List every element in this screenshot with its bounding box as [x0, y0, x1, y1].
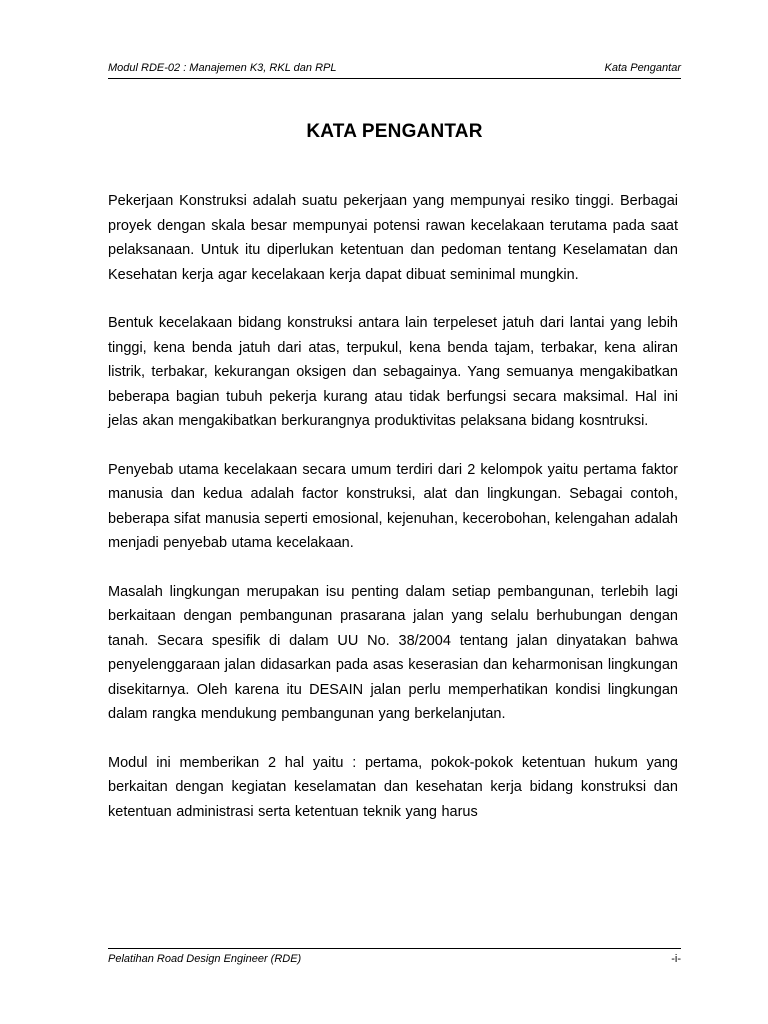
page-number: -i-	[671, 953, 681, 965]
paragraph-3: Penyebab utama kecelakaan secara umum terdiri dari 2 kelompok yaitu pertama faktor manusia dan kedua adalah factor konstruksi, alat dan lingkungan. Sebagai contoh, beberapa sifat manusia seperti emosional, kejenuhan, kecerobohan, kelengahan adalah menjadi penyebab utama kecelakaan.	[108, 461, 678, 551]
page-title: KATA PENGANTAR	[306, 121, 483, 142]
header-section-title: Kata Pengantar	[604, 62, 681, 74]
paragraph-1: Pekerjaan Konstruksi adalah suatu pekerjaan yang mempunyai resiko tinggi. Berbagai proyek dengan skala besar mempunyai potensi rawan kecelakaan terutama pada saat pelaksanaan. Untuk itu diperlukan ketentuan dan pedoman tentang Keselamatan dan Kesehatan kerja agar kecelakaan kerja dapat dibuat seminimal mungkin.	[108, 193, 678, 283]
footer-course-title: Pelatihan Road Design Engineer (RDE)	[108, 953, 302, 965]
running-header	[108, 60, 681, 79]
paragraph-2: Bentuk kecelakaan bidang konstruksi antara lain terpeleset jatuh dari lantai yang lebih tinggi, kena benda jatuh dari atas, terpukul, kena benda tajam, terbakar, kena aliran listrik, terbakar, kekurangan oksigen dan sebagainya. Yang semuanya mengakibatkan beberapa bagian tubuh pekerja kurang atau tidak berfungsi secara maksimal. Hal ini jelas akan mengakibatkan berkurangnya produktivitas pelaksana bidang kosntruksi.	[108, 315, 678, 429]
running-footer	[108, 948, 681, 965]
paragraph-4: Masalah lingkungan merupakan isu penting dalam setiap pembangunan, terlebih lagi berkaitaan dengan pembangunan prasarana jalan yang selalu berhubungan dengan tanah. Secara spesifik di dalam UU No. 38/2004 tentang jalan dinyatakan bahwa penyelenggaraan jalan didasarkan pada asas keserasian dan keharmonisan lingkungan disekitarnya. Oleh karena itu DESAIN jalan perlu memperhatikan kondisi lingkungan dalam rangka mendukung pembangunan yang berkelanjutan.	[108, 583, 678, 722]
header-module-title: Modul RDE-02 : Manajemen K3, RKL dan RPL	[108, 62, 337, 74]
body-text	[108, 189, 678, 848]
paragraph-5: Modul ini memberikan 2 hal yaitu : pertama, pokok-pokok ketentuan hukum yang berkaitan dengan kegiatan keselamatan dan kesehatan kerja bidang konstruksi dan ketentuan administrasi serta ketentuan teknik yang harus	[108, 754, 678, 820]
